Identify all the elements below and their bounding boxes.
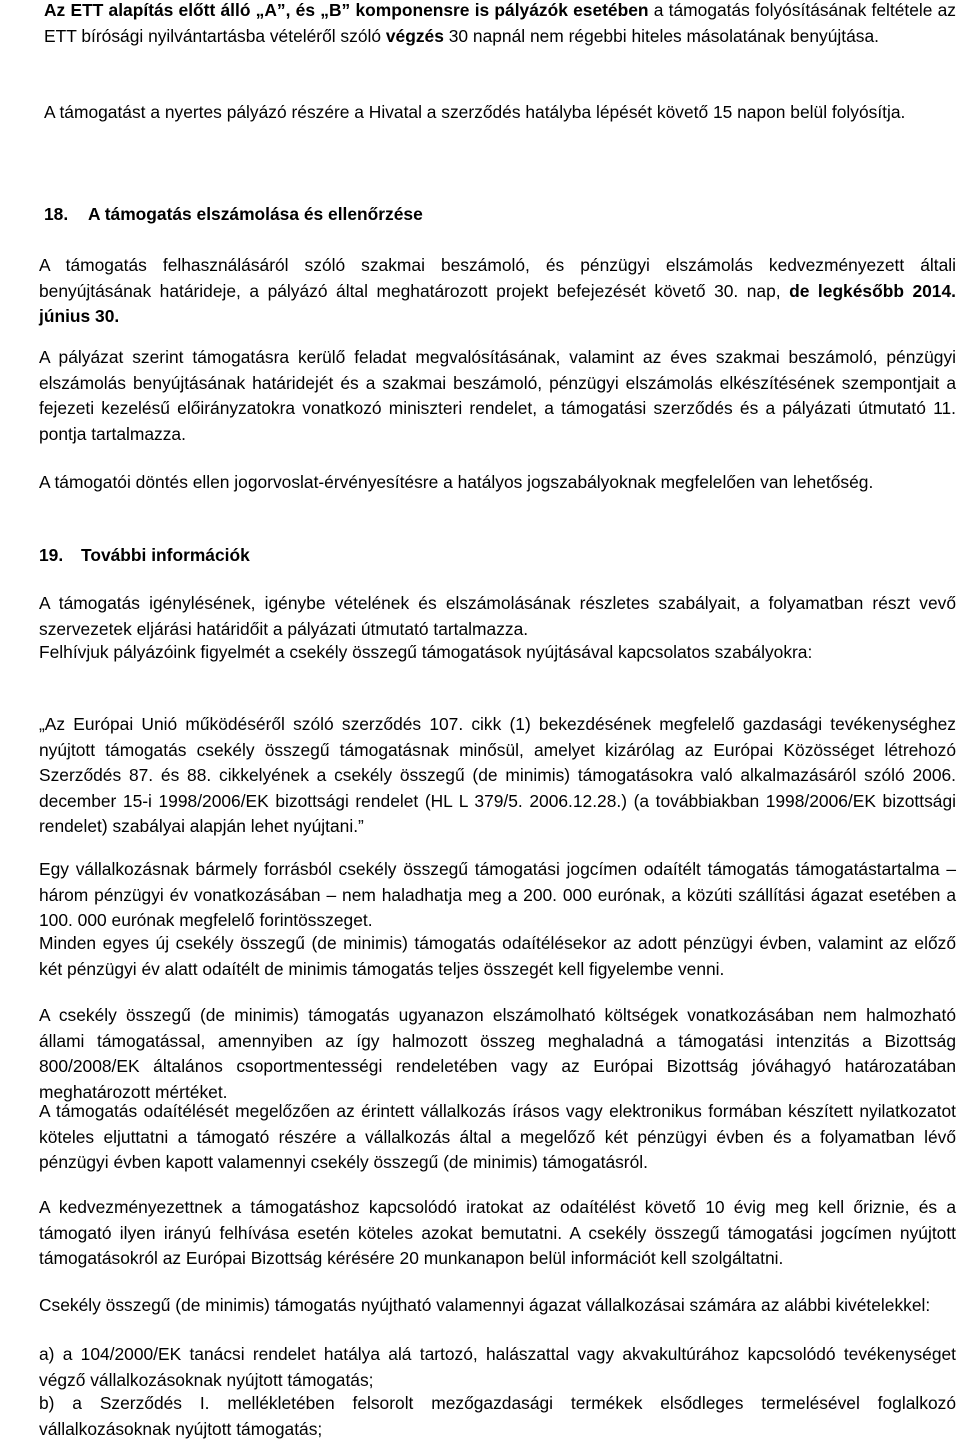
exception-item-a — [39, 1342, 956, 1393]
exception-item-b — [39, 1391, 956, 1442]
s19-p9-text: Csekély összegű (de minimis) támogatás nyújtható valamennyi ágazat vállalkozásai számára az alábbi kivételekkel: — [39, 1295, 931, 1315]
s19-p2-text: Felhívjuk pályázóink figyelmét a csekély összegű támogatások nyújtásával kapcsolatos szabályokra: — [39, 642, 813, 662]
section-18-number: 18. — [44, 204, 69, 224]
intro-paragraph-1 — [44, 0, 956, 49]
section-18-heading — [44, 202, 744, 228]
section-19-paragraph-8 — [39, 1195, 956, 1272]
intro-p1-bold-decree: végzés — [385, 25, 444, 46]
section-18-paragraph-1 — [39, 253, 956, 330]
s18-p2-text: A pályázat szerint támogatásra kerülő feladat megvalósításának, valamint az éves szakmai beszámoló, pénzügyi elszámolás benyújtásának határidejét és a szakmai beszámoló, pénzügyi elszámolás elkészítésének szempontjait a fejezeti kezelésű előirányzatokra vonatkozó miniszteri rendelet, a támogatási szerződés és a pályázati útmutató 11. pontja tartalmazza. — [39, 347, 956, 444]
s19-p7-text: A támogatás odaítélését megelőzően az érintett vállalkozás írásos vagy elektronikus formában készített nyilatkozatot köteles eljuttatni a támogató részére a vállalkozás által a megelőző két pénzügyi évben és a folyamatban lévő pénzügyi évben kapott valamennyi csekély összegű (de minimis) támogatásról. — [39, 1101, 956, 1173]
s19-p5-text: Minden egyes új csekély összegű (de minimis) támogatás odaítélésekor az adott pénzügyi évben, valamint az előző két pénzügyi év alatt odaítélt de minimis támogatás teljes összegét kell figyelembe venni. — [39, 933, 956, 979]
section-19-paragraph-6 — [39, 1003, 956, 1105]
s18-p3-text: A támogatói döntés ellen jogorvoslat-érvényesítésre a hatályos jogszabályoknak megfelelően van lehetőség. — [39, 472, 874, 492]
s18-p1-deadline: de legkésőbb 2014. június 30. — [39, 280, 956, 327]
section-19-heading — [39, 543, 739, 569]
section-19-quote — [39, 712, 956, 840]
section-19-title: További információk — [81, 545, 250, 565]
s19-p4-text: Egy vállalkozásnak bármely forrásból csekély összegű támogatási jogcímen odaítélt támogatás támogatástartalma – három pénzügyi év vonatkozásában – nem haladhatja meg a 200. 000 eurónak, a közúti szállítási ágazat esetében a 100. 000 eurónak megfelelő forintösszeget. — [39, 859, 956, 931]
intro-p2-text: A támogatást a nyertes pályázó részére a Hivatal a szerződés hatályba lépését követő 15 napon belül folyósítja. — [44, 102, 906, 122]
intro-p1-text: a támogatás folyósításának feltétele az ETT bírósági nyilvántartásba vételéről szóló — [44, 0, 957, 46]
intro-p1-tail: 30 napnál nem régebbi hiteles másolatának benyújtása. — [443, 25, 879, 46]
section-19-paragraph-1 — [39, 591, 956, 642]
section-18-title: A támogatás elszámolása és ellenőrzése — [88, 204, 423, 224]
section-19-paragraph-9 — [39, 1293, 956, 1319]
exception-a-text: a) a 104/2000/EK tanácsi rendelet hatálya alá tartozó, halászattal vagy akvakultúrához kapcsolódó tevékenységet végző vállalkozásoknak nyújtott támogatás; — [39, 1344, 956, 1390]
intro-paragraph-2 — [44, 100, 960, 126]
s19-p1-text: A támogatás igénylésének, igénybe vételének és elszámolásának részletes szabályait, a folyamatban részt vevő szervezetek eljárási határidőit a pályázati útmutató tartalmazza. — [39, 593, 956, 639]
section-19-paragraph-2 — [39, 640, 956, 666]
section-19-paragraph-4 — [39, 857, 956, 934]
section-19-number: 19. — [39, 545, 64, 565]
intro-p1-bold-lead: Az ETT alapítás előtt álló „A”, és „B” komponensre is pályázók esetében — [44, 0, 649, 20]
section-18-paragraph-3 — [39, 470, 960, 496]
s19-p6-text: A csekély összegű (de minimis) támogatás ugyanazon elszámolható költségek vonatkozásában nem halmozható állami támogatással, amennyiben az így halmozott összeg meghaladná a támogatási intenzitás a Bizottság 800/2008/EK általános csoportmentességi rendeletében vagy az Európai Bizottság jóváhagyó határozatában meghatározott mértéket. — [39, 1005, 956, 1102]
section-18-paragraph-2 — [39, 345, 956, 447]
s18-p1-text: A támogatás felhasználásáról szóló szakmai beszámoló, és pénzügyi elszámolás kedvezményezett általi benyújtásának határideje, a pályázó által meghatározott projekt befejezését követő 30. nap, — [39, 255, 956, 301]
section-19-paragraph-5 — [39, 931, 956, 982]
section-19-paragraph-7 — [39, 1099, 956, 1176]
exception-b-text: b) a Szerződés I. mellékletében felsorolt mezőgazdasági termékek elsődleges termelésével foglalkozó vállalkozásoknak nyújtott támogatás; — [39, 1393, 956, 1439]
s19-quote-text: „Az Európai Unió működéséről szóló szerződés 107. cikk (1) bekezdésének megfelelő gazdasági tevékenységhez nyújtott támogatás csekély összegű támogatásnak minősül, amelyet kizárólag az Európai Közösséget létrehozó Szerződés 87. és 88. cikkelyének a csekély összegű (de minimis) támogatásokra való alkalmazásáról szóló 2006. december 15-i 1998/2006/EK bizottsági rendelet (HL L 379/5. 2006.12.28.) (a továbbiakban 1998/2006/EK bizottsági rendelet) szabályai alapján lehet nyújtani.” — [39, 714, 956, 837]
s19-p8-text: A kedvezményezettnek a támogatáshoz kapcsolódó iratokat az odaítélést követő 10 évig meg kell őriznie, és a támogató ilyen irányú felhívása esetén köteles azokat bemutatni. A csekély összegű támogatási jogcímen nyújtott támogatásokról az Európai Bizottság kérésére 20 munkanapon belül információt kell szolgáltatni. — [39, 1197, 956, 1269]
